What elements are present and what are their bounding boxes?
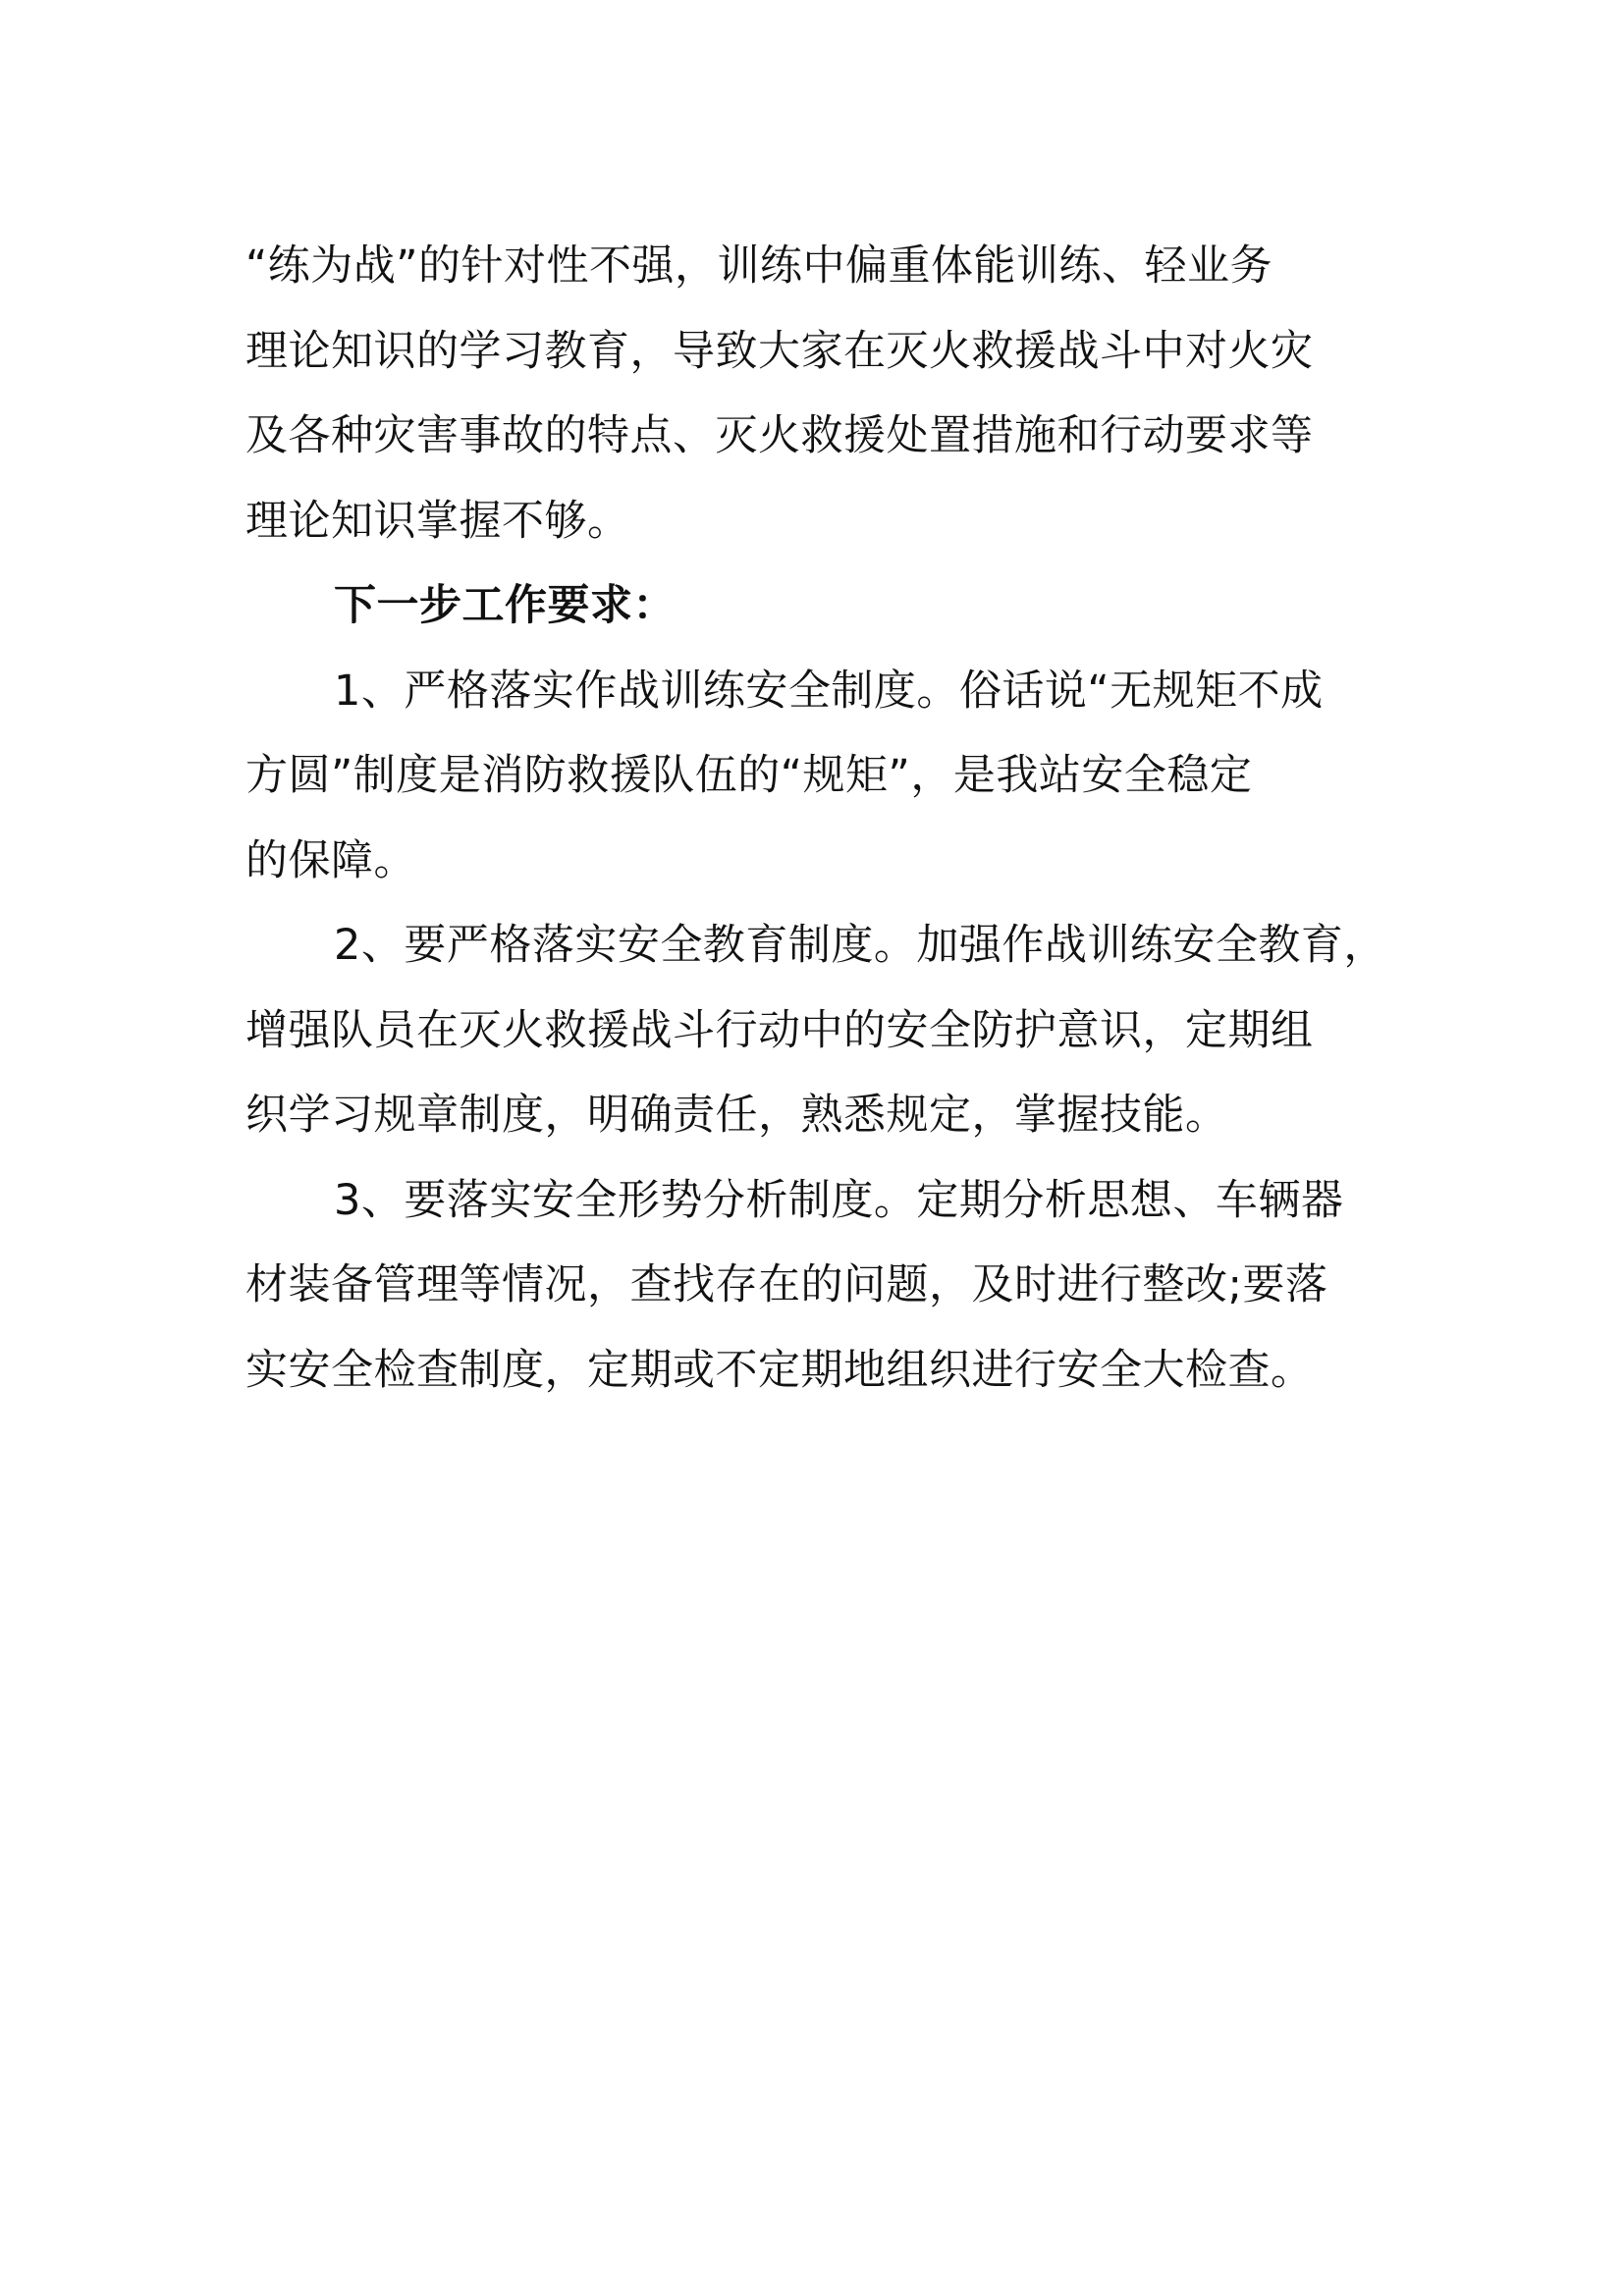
paragraph-line: 理论知识掌握不够。 [245, 496, 630, 546]
list-item-1-line: 1、严格落实作战训练安全制度。俗话说“无规矩不成 [334, 666, 1324, 716]
section-heading: 下一步工作要求： [334, 581, 676, 630]
list-item-3-line: 材装备管理等情况，查找存在的问题，及时进行整改;要落 [245, 1260, 1328, 1309]
paragraph-line: 理论知识的学习教育，导致大家在灭火救援战斗中对火灾 [245, 326, 1314, 376]
document-body [245, 224, 1394, 1413]
paragraph-line: 及各种灾害事故的特点、灭火救援处置措施和行动要求等 [245, 411, 1314, 460]
list-item-3-line: 3、要落实安全形势分析制度。定期分析思想、车辆器 [334, 1175, 1344, 1225]
list-item-2-line: 织学习规章制度，明确责任，熟悉规定，掌握技能。 [245, 1091, 1228, 1140]
list-item-1-line: 的保障。 [245, 835, 416, 885]
list-item-1-line: 方圆”制度是消防救援队伍的“规矩”，是我站安全稳定 [245, 751, 1253, 800]
list-item-3-line: 实安全检查制度，定期或不定期地组织进行安全大检查。 [245, 1345, 1314, 1395]
paragraph-line: “练为战”的针对性不强，训练中偏重体能训练、轻业务 [245, 241, 1273, 291]
list-item-2-line: 增强队员在灭火救援战斗行动中的安全防护意识，定期组 [245, 1005, 1314, 1055]
list-item-2-line: 2、要严格落实安全教育制度。加强作战训练安全教育， [334, 921, 1386, 970]
